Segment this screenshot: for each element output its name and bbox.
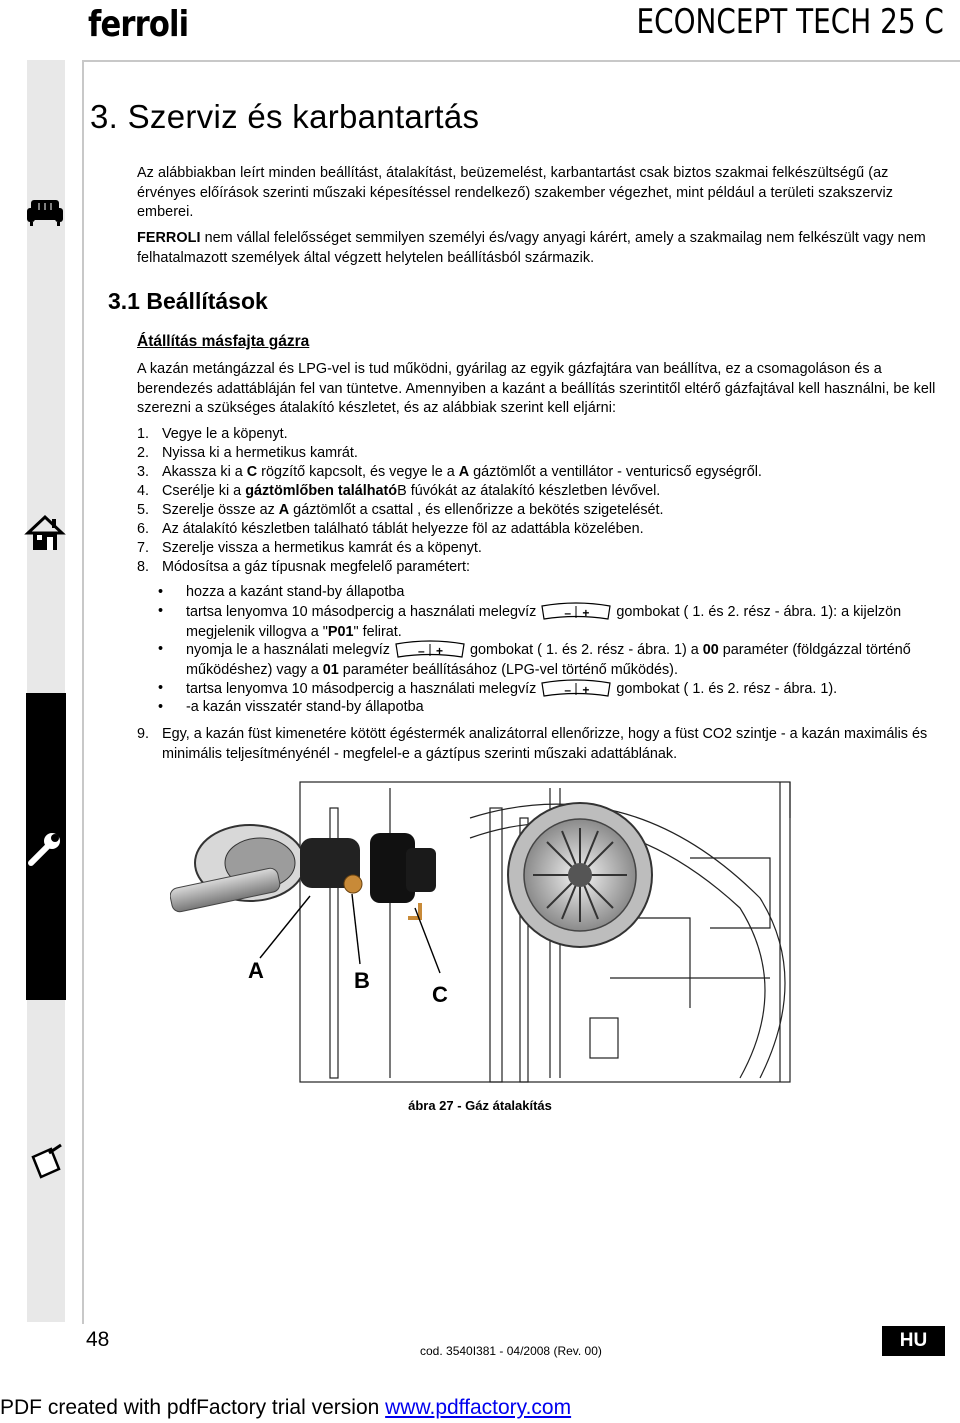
model-title: ECONCEPT TECH 25 C: [636, 2, 944, 42]
intro-paragraph: Az alábbiakban leírt minden beállítást, átalakítást, beüzemelést, karbantartást csak biztos szakmai felkészültségű (az érvényes előírások szerinti műszaki képesítéssel rendelkező) szakember végezhet, mint például a területi szakszerviz emberei.: [137, 165, 894, 221]
gas-conversion-figure: [170, 778, 820, 1103]
list-item: 6. Az átalakító készletben található táblát helyezze föl az adattábla közelében.: [137, 521, 644, 537]
steps-list: [137, 426, 947, 578]
bullet-item: • hozza a kazánt stand-by állapotba: [158, 584, 405, 600]
bullet-item: • tartsa lenyomva 10 másodpercig a használati melegvíz – + gombokat ( 1. és 2. rész - ábra. 1).: [158, 680, 838, 697]
brand-logo: ferroli: [88, 4, 189, 45]
pdf-watermark: PDF created with pdfFactory trial version www.pdffactory.com: [0, 1396, 572, 1419]
figure-label-c: C: [432, 982, 448, 1007]
section-title: 3. Szerviz és karbantartás: [90, 98, 480, 135]
list-item: 5. Szerelje össze az A gáztömlőt a csattal , és ellenőrizze a bekötés szigetelését.: [137, 502, 664, 518]
side-strip: [27, 60, 65, 1322]
subsection-heading: Átállítás másfajta gázra: [137, 333, 310, 350]
dhw-buttons-icon: – +: [394, 640, 466, 659]
bullet-item: • -a kazán visszatér stand-by állapotba: [158, 699, 424, 715]
list-item: 4. Cserélje ki a gáztömlőben találhatóB fúvókát az átalakító készletben lévővel.: [137, 483, 661, 499]
brand-name: FERROLI: [137, 230, 201, 246]
list-item: 8. Módosítsa a gáz típusnak megfelelő paramétert:: [137, 559, 470, 575]
page-number: 48: [86, 1328, 110, 1351]
sofa-icon: [22, 188, 68, 234]
bullet-item: • tartsa lenyomva 10 másodpercig a használati melegvíz – + gombokat ( 1. és 2. rész - ábra. 1): a kijelzön megjelenik villogva a "P01" felirat.: [158, 603, 902, 640]
list-item: 7. Szerelje vissza a hermetikus kamrát és a köpenyt.: [137, 540, 482, 556]
liability-text: nem vállal felelősséget semmilyen személyi és/vagy anyagi kárért, amely a szakmailag nem felkészült vagy nem felhatalmazott személyek által végzett helytelen beállításból származik.: [137, 230, 926, 266]
subsection-title: 3.1 Beállítások: [108, 288, 268, 314]
figure-caption: ábra 27 - Gáz átalakítás: [408, 1098, 552, 1113]
document-code: cod. 3540I381 - 04/2008 (Rev. 00): [420, 1344, 602, 1358]
figure-label-b: B: [354, 968, 370, 993]
dhw-buttons-icon: – +: [540, 602, 612, 621]
pdffactory-link[interactable]: www.pdffactory.com: [385, 1396, 572, 1419]
list-item: 2. Nyissa ki a hermetikus kamrát.: [137, 445, 358, 461]
language-badge: HU: [882, 1326, 945, 1356]
list-item: 3. Akassza ki a C rögzítő kapcsolt, és vegye le a A gáztömlőt a ventillátor - venturicső egységről.: [137, 464, 762, 480]
list-item: 1. Vegye le a köpenyt.: [137, 426, 288, 442]
step-9: 9. Egy, a kazán füst kimenetére kötött égéstermék analizátorral ellenőrizze, hogy a füst CO2 szintje - a kazán maximális és minimális teljesítményénél - megfelel-e a gáztípus szerinti műszaki adattáblának.: [137, 726, 928, 762]
dhw-buttons-icon: – +: [540, 679, 612, 698]
wrench-icon: [22, 826, 68, 872]
figure-label-a: A: [248, 958, 264, 983]
liability-paragraph: [137, 229, 947, 268]
notepad-icon: [22, 1140, 68, 1186]
bullet-item: • nyomja le a használati melegvíz – + gombokat ( 1. és 2. rész - ábra. 1) a 00 paraméter (földgázzal történő működéshez) vagy a 01 paraméter beállításához (LPG-vel történő működés).: [158, 641, 911, 678]
house-icon: [22, 510, 68, 556]
gas-intro-paragraph: A kazán metángázzal és LPG-vel is tud működni, gyárilag az egyik gázfajtára van beállítva, ez a csomagoláson és a berendezés adattábláján fel van tüntetve. Amennyiben a kazánt a beállítás szerintitől eltérő gázfajtával kell használni, be kell szerezni a szükséges átalakító készletet, és az alábbiak szerint kell eljárni:: [137, 361, 936, 417]
